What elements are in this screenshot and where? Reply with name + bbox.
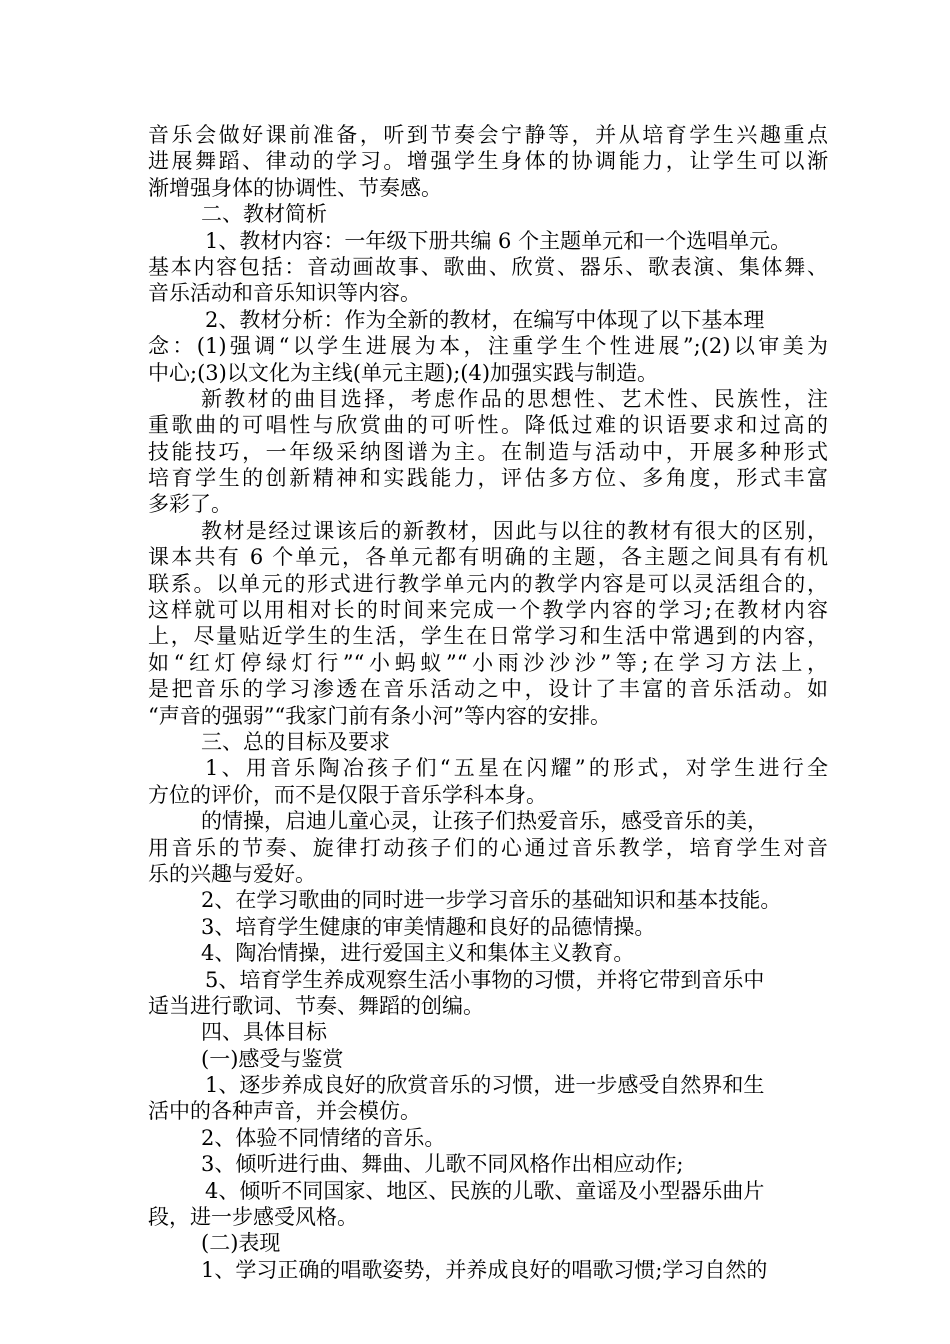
paragraph-line: 教材是经过课该后的新教材，因此与以往的教材有很大的区别， xyxy=(201,518,828,543)
paragraph-line: 课本共有 6 个单元，各单元都有明确的主题，各主题之间具有有机 xyxy=(148,545,828,570)
paragraph-line: 2、在学习歌曲的同时进一步学习音乐的基础知识和基本技能。 xyxy=(201,888,782,913)
paragraph-line: 1、逐步养成良好的欣赏音乐的习惯，进一步感受自然界和生 xyxy=(205,1073,765,1098)
paragraph-line: 适当进行歌词、节奏、舞蹈的创编。 xyxy=(148,993,484,1018)
section-heading: 三、总的目标及要求 xyxy=(201,729,390,754)
paragraph-line: 3、培育学生健康的审美情趣和良好的品德情操。 xyxy=(201,914,656,939)
paragraph-line: 如“红灯停绿灯行”“小蚂蚁”“小雨沙沙沙”等;在学习方法上， xyxy=(148,650,828,675)
paragraph-line: 联系。以单元的形式进行教学单元内的教学内容是可以灵活组合的， xyxy=(148,571,828,596)
paragraph-line: 多彩了。 xyxy=(148,492,232,517)
paragraph-line: 渐增强身体的协调性、节奏感。 xyxy=(148,175,442,200)
document-body xyxy=(148,122,828,1283)
paragraph-line: 进展舞蹈、律动的学习。增强学生身体的协调能力，让学生可以渐 xyxy=(148,149,828,174)
paragraph-line: 乐的兴趣与爱好。 xyxy=(148,861,316,886)
paragraph-line: 中心;(3)以文化为主线(单元主题);(4)加强实践与制造。 xyxy=(148,360,659,385)
paragraph-line: 培育学生的创新精神和实践能力，评估多方位、多角度，形式丰富 xyxy=(148,466,828,491)
paragraph-line: 4、陶冶情操，进行爱国主义和集体主义教育。 xyxy=(201,941,635,966)
paragraph-line: 念：(1)强调“以学生进展为本，注重学生个性进展”;(2)以审美为 xyxy=(148,334,828,359)
paragraph-line: “声音的强弱”“我家门前有条小河”等内容的安排。 xyxy=(148,703,611,728)
paragraph-line: 4、倾听不同国家、地区、民族的儿歌、童谣及小型器乐曲片 xyxy=(205,1178,765,1203)
paragraph-line: 的情操，启迪儿童心灵，让孩子们热爱音乐，感受音乐的美， xyxy=(201,809,768,834)
paragraph-line: 新教材的曲目选择，考虑作品的思想性、艺术性、民族性，注 xyxy=(201,386,828,411)
section-heading: 二、教材简析 xyxy=(201,202,327,227)
paragraph-line: 基本内容包括：音动画故事、歌曲、欣赏、器乐、歌表演、集体舞、 xyxy=(148,254,828,279)
paragraph-line: 音乐会做好课前准备，听到节奏会宁静等，并从培育学生兴趣重点 xyxy=(148,123,828,147)
paragraph-line: 音乐活动和音乐知识等内容。 xyxy=(148,281,421,306)
paragraph-line: 这样就可以用相对长的时间来完成一个教学内容的学习;在教材内容 xyxy=(148,598,828,623)
paragraph-line: 2、教材分析：作为全新的教材，在编写中体现了以下基本理 xyxy=(205,307,765,332)
paragraph-line: 3、倾听进行曲、舞曲、儿歌不同风格作出相应动作; xyxy=(201,1152,684,1177)
paragraph-line: 活中的各种声音，并会模仿。 xyxy=(148,1099,421,1124)
paragraph-line: 方位的评价，而不是仅限于音乐学科本身。 xyxy=(148,782,547,807)
paragraph-line: 2、体验不同情绪的音乐。 xyxy=(201,1125,446,1150)
paragraph-line: 1、用音乐陶冶孩子们“五星在闪耀”的形式，对学生进行全 xyxy=(205,756,828,781)
section-heading: 四、具体目标 xyxy=(201,1020,327,1045)
paragraph-line: 上，尽量贴近学生的生活，学生在日常学习和生活中常遇到的内容， xyxy=(148,624,828,649)
subsection-heading: (一)感受与鉴赏 xyxy=(201,1046,344,1071)
paragraph-line: 是把音乐的学习渗透在音乐活动之中，设计了丰富的音乐活动。如 xyxy=(148,677,828,702)
paragraph-line: 段，进一步感受风格。 xyxy=(148,1205,358,1230)
subsection-heading: (二)表现 xyxy=(201,1231,281,1256)
paragraph-line: 1、学习正确的唱歌姿势，并养成良好的唱歌习惯;学习自然的 xyxy=(201,1257,768,1282)
paragraph-line: 1、教材内容：一年级下册共编 6 个主题单元和一个选唱单元。 xyxy=(205,228,792,253)
paragraph-line: 5、培育学生养成观察生活小事物的习惯，并将它带到音乐中 xyxy=(205,967,765,992)
paragraph-line: 重歌曲的可唱性与欣赏曲的可听性。降低过难的识语要求和过高的 xyxy=(148,413,828,438)
paragraph-line: 用音乐的节奏、旋律打动孩子们的心通过音乐教学，培育学生对音 xyxy=(148,835,828,860)
paragraph-line: 技能技巧，一年级采纳图谱为主。在制造与活动中，开展多种形式 xyxy=(148,439,828,464)
